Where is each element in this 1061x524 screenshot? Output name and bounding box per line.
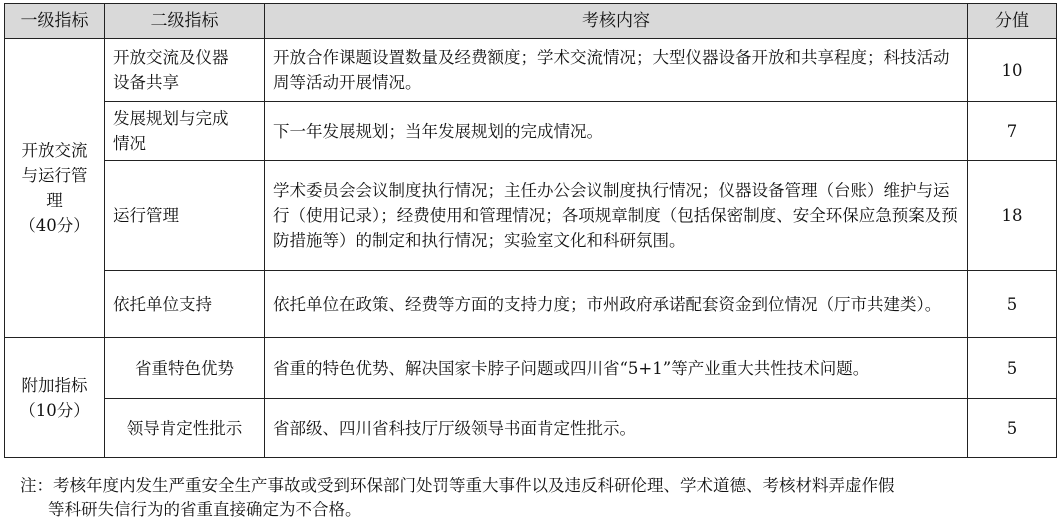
level2-cell (105, 399, 265, 458)
level1-line: 理 (46, 191, 63, 210)
level2-cell (105, 102, 265, 161)
header-level2: 二级指标 (105, 4, 265, 39)
evaluation-table (4, 3, 1057, 458)
score-cell: 18 (968, 161, 1057, 271)
table-row (5, 161, 1057, 271)
level2-cell (105, 271, 265, 338)
content-cell: 依托单位在政策、经费等方面的支持力度；市州政府承诺配套资金到位情况（厅市共建类）。 (265, 271, 968, 338)
level2-line: 运行管理 (113, 206, 179, 225)
score-cell: 5 (968, 271, 1057, 338)
header-level1: 一级指标 (5, 4, 105, 39)
level1-line: 与运行管 (21, 166, 88, 185)
level2-line: 开放交流及仪器 (113, 48, 229, 67)
level2-cell (105, 39, 265, 102)
level1-line: （10分） (19, 400, 90, 420)
footnote-label: 注： (20, 476, 53, 495)
table-row (5, 399, 1057, 458)
content-cell: 省重的特色优势、解决国家卡脖子问题或四川省“5+1”等产业重大共性技术问题。 (265, 338, 968, 399)
score-cell: 10 (968, 39, 1057, 102)
header-content: 考核内容 (265, 4, 968, 39)
footnote-line: 考核年度内发生严重安全生产事故或受到环保部门处罚等重大事件以及违反科研伦理、学术道德、考核材料弄虚作假 (53, 476, 895, 495)
content-cell: 开放合作课题设置数量及经费额度；学术交流情况；大型仪器设备开放和共享程度；科技活动周等活动开展情况。 (265, 39, 968, 102)
level2-cell (105, 161, 265, 271)
level2-line: 领导肯定性批示 (126, 418, 243, 438)
score-cell: 7 (968, 102, 1057, 161)
level1-open-exchange (5, 39, 105, 338)
level2-cell (105, 338, 265, 399)
level2-line: 情况 (113, 134, 146, 153)
header-score: 分值 (968, 4, 1057, 39)
level2-line: 依托单位支持 (113, 294, 212, 314)
level1-line: （40分） (19, 216, 90, 235)
content-cell: 下一年发展规划；当年发展规划的完成情况。 (265, 102, 968, 161)
table-row (5, 39, 1057, 102)
level2-line: 设备共享 (113, 73, 179, 92)
score-cell: 5 (968, 399, 1057, 458)
score-cell: 5 (968, 338, 1057, 399)
level2-line: 发展规划与完成 (113, 109, 229, 128)
table-row (5, 271, 1057, 338)
table-row (5, 338, 1057, 399)
table-row (5, 102, 1057, 161)
level1-additional (5, 338, 105, 458)
level2-line: 省重特色优势 (135, 358, 234, 378)
content-cell: 省部级、四川省科技厅厅级领导书面肯定性批示。 (265, 399, 968, 458)
level1-line: 开放交流 (21, 141, 88, 160)
content-cell: 学术委员会会议制度执行情况；主任办公会议制度执行情况；仪器设备管理（台账）维护与运行（使用记录）；经费使用和管理情况；各项规章制度（包括保密制度、安全环保应急预案及预防措施等）的制定和执行情况；实验室文化和科研氛围。 (265, 161, 968, 271)
table-header-row (5, 4, 1057, 39)
footnote-line: 等科研失信行为的省重直接确定为不合格。 (48, 500, 362, 519)
level1-line: 附加指标 (21, 375, 88, 395)
footnote (20, 474, 1050, 522)
